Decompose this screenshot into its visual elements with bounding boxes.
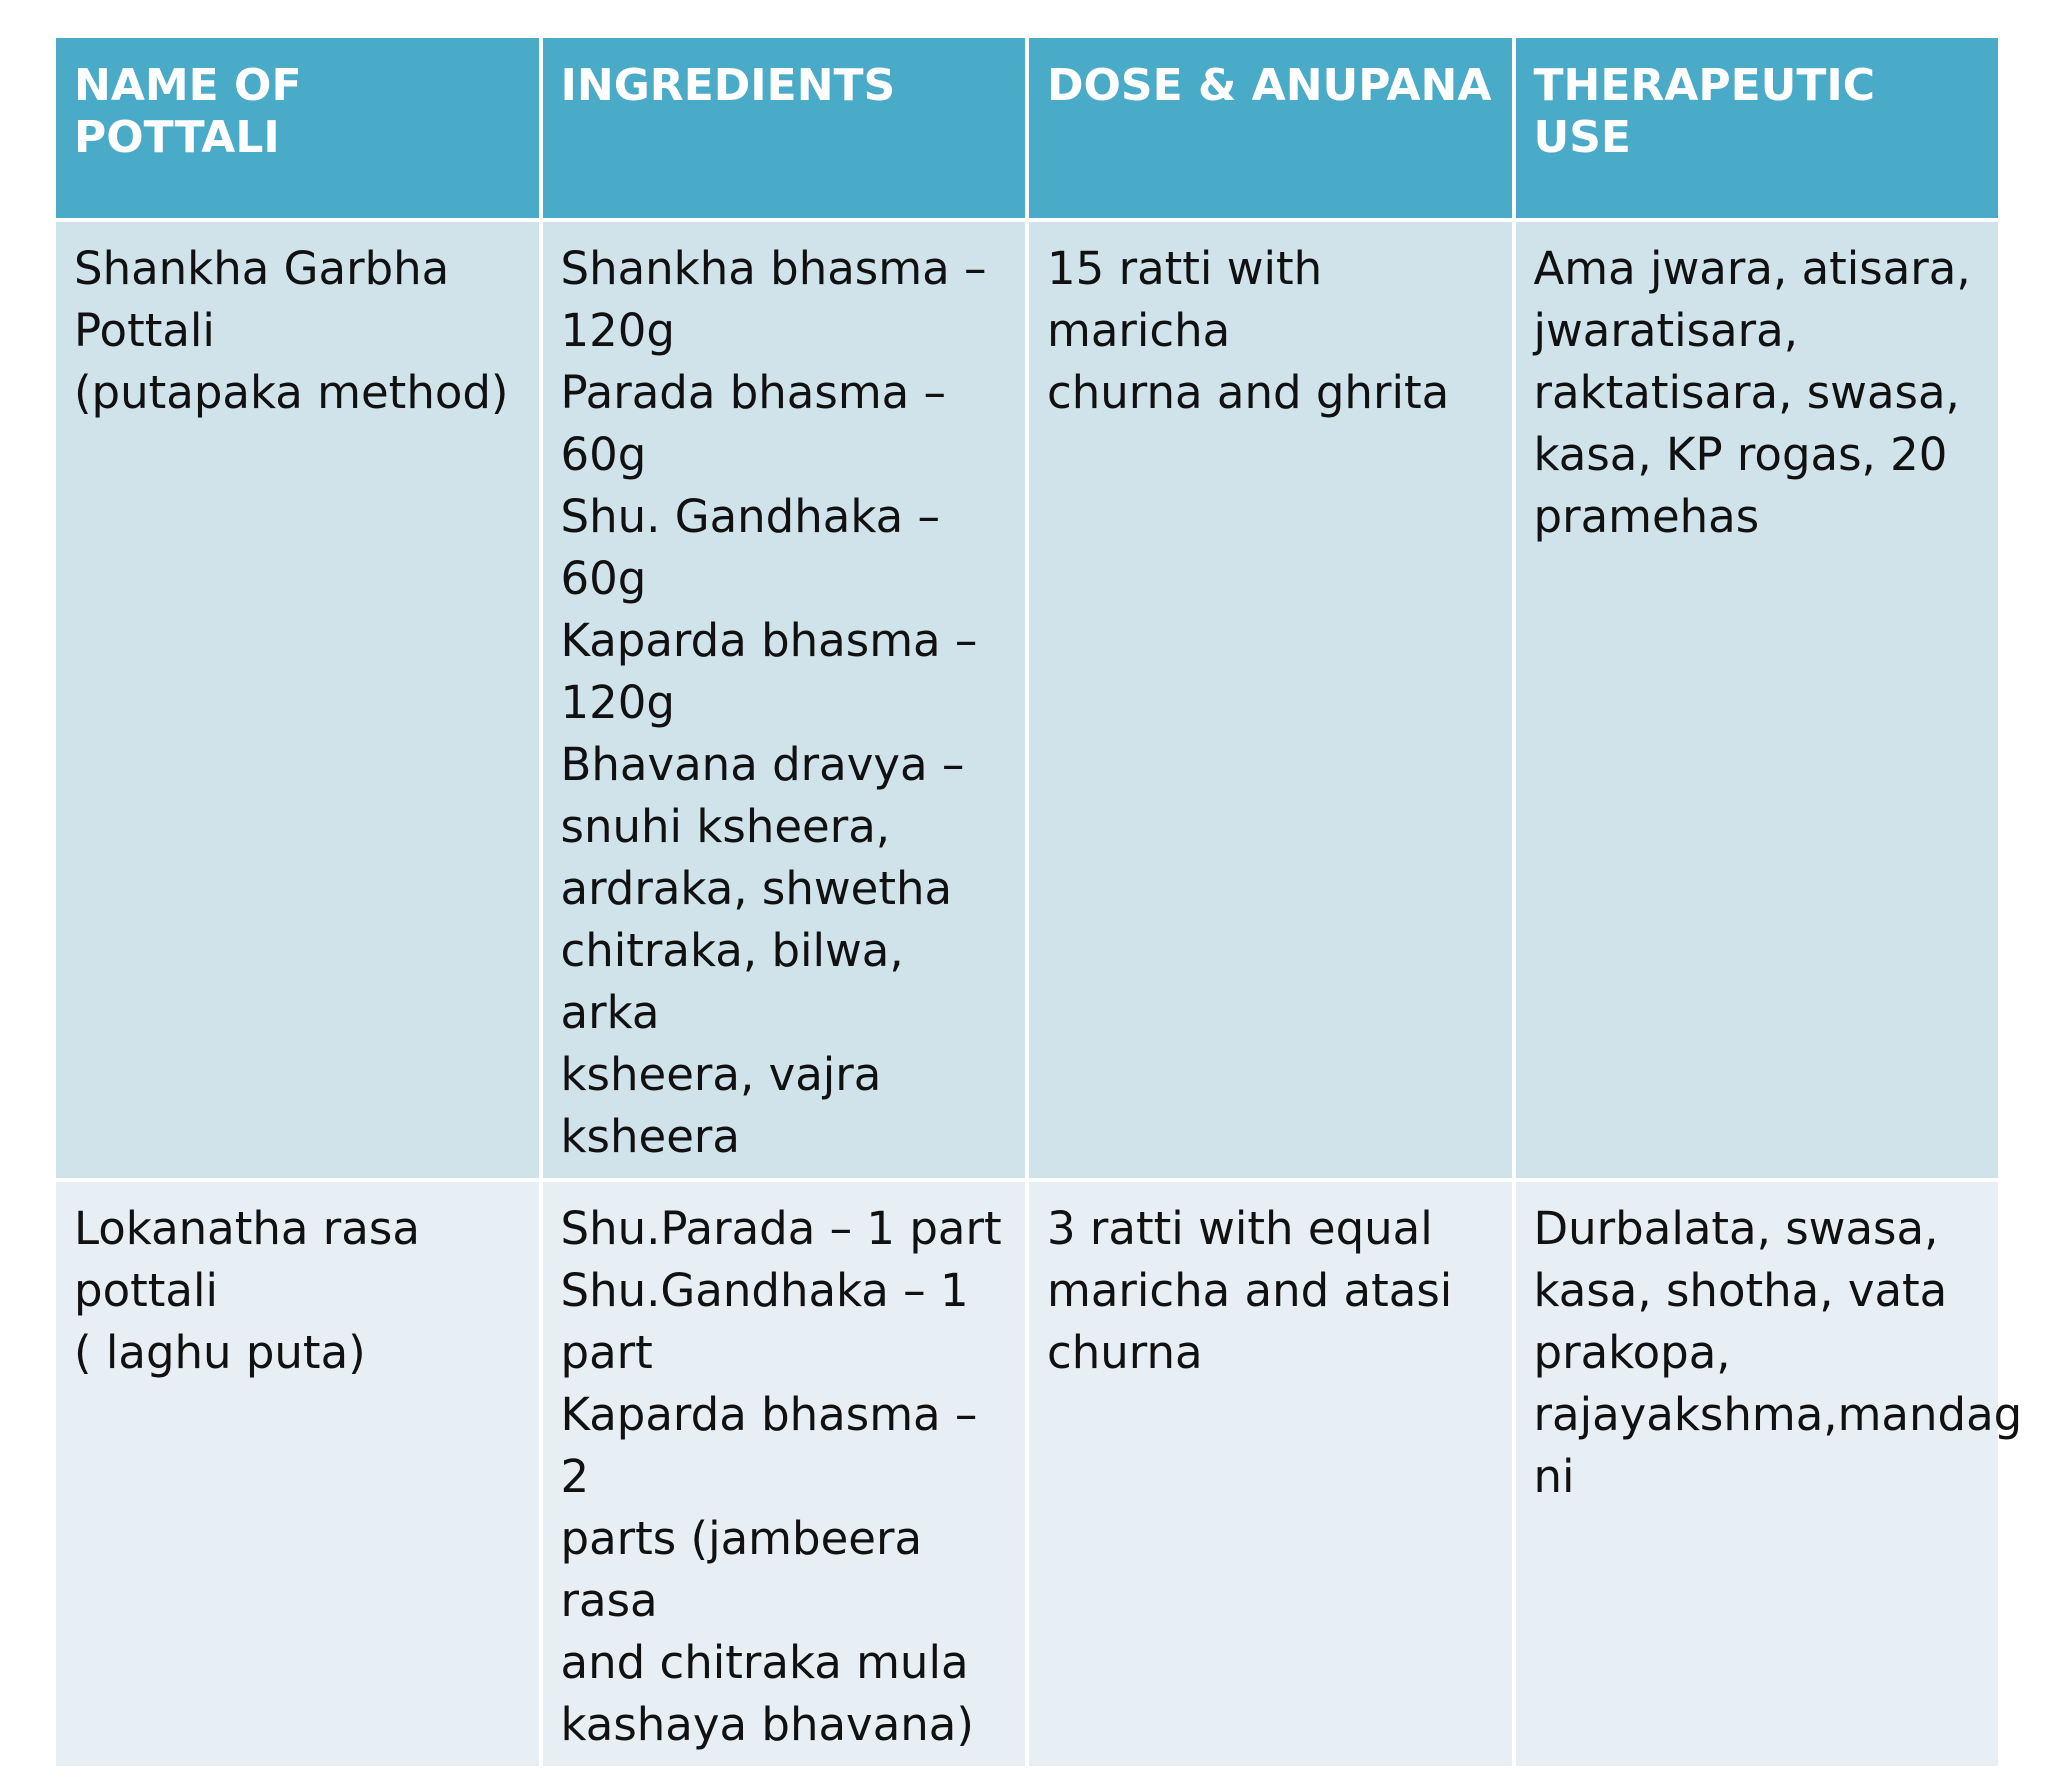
header-dose-anupana: DOSE & ANUPANA [1027,36,1514,220]
cell-line: (putapaka method) [74,366,509,419]
cell-line: Pottali [74,304,215,357]
cell-line: Shankha Garbha [74,242,450,295]
cell-use [1514,1180,2023,1768]
cell-line: Lokanatha rasa [74,1202,420,1255]
cell-line: raktatisara, swasa, [1533,366,1960,419]
table-row [54,220,2000,1180]
cell-line: pramehas [1533,490,1760,543]
cell-line: 120g [560,304,675,357]
cell-line: 60g [560,428,647,481]
cell-line: Kaparda bhasma – 2 [560,1388,978,1503]
header-therapeutic-use: THERAPEUTIC USE [1514,36,2001,220]
cell-line: and chitraka mula [560,1636,969,1689]
cell-ingredients [541,1180,1028,1768]
cell-line: ( laghu puta) [74,1326,366,1379]
cell-line: ni [1533,1450,1575,1503]
cell-line: jwaratisara, [1533,304,1799,357]
cell-line: churna and ghrita [1047,366,1450,419]
cell-line: Durbalata, swasa, [1533,1202,1939,1255]
header-ingredients: INGREDIENTS [541,36,1028,220]
header-name-of-pottali: NAME OF POTTALI [54,36,541,220]
cell-line: 120g [560,676,675,729]
cell-name [54,1180,541,1768]
cell-name [54,220,541,1180]
cell-dose [1027,220,1514,1180]
cell-line: snuhi ksheera, [560,800,891,853]
pottali-table [52,34,2023,1770]
cell-line: kashaya bhavana) [560,1698,974,1751]
cell-line: maricha and atasi [1047,1264,1453,1317]
cell-line: rajayakshma,mandag [1533,1388,2023,1441]
cell-line: Shu.Parada – 1 part [560,1202,1002,1255]
cell-line: prakopa, [1533,1326,1731,1379]
cell-line: churna [1047,1326,1203,1379]
cell-line: Kaparda bhasma – [560,614,978,667]
cell-line: parts (jambeera rasa [560,1512,923,1627]
cell-line: Parada bhasma – [560,366,947,419]
header-row [54,36,2000,220]
cell-line: kasa, KP rogas, 20 [1533,428,1948,481]
cell-line: ksheera, vajra [560,1048,882,1101]
cell-line: ardraka, shwetha [560,862,953,915]
cell-line: pottali [74,1264,218,1317]
cell-line: kasa, shotha, vata [1533,1264,1948,1317]
cell-line: Bhavana dravya – [560,738,965,791]
cell-use [1514,220,2001,1180]
cell-line: part [560,1326,653,1379]
cell-line: chitraka, bilwa, arka [560,924,904,1039]
table-row [54,1180,2000,1768]
cell-line: Shankha bhasma – [560,242,987,295]
cell-line: 3 ratti with equal [1047,1202,1433,1255]
cell-dose [1027,1180,1514,1768]
cell-line: 15 ratti with maricha [1047,242,1323,357]
cell-line: Shu. Gandhaka – 60g [560,490,940,605]
cell-line: ksheera [560,1110,740,1163]
cell-ingredients [541,220,1028,1180]
cell-line: Ama jwara, atisara, [1533,242,1971,295]
cell-line: Shu.Gandhaka – 1 [560,1264,969,1317]
